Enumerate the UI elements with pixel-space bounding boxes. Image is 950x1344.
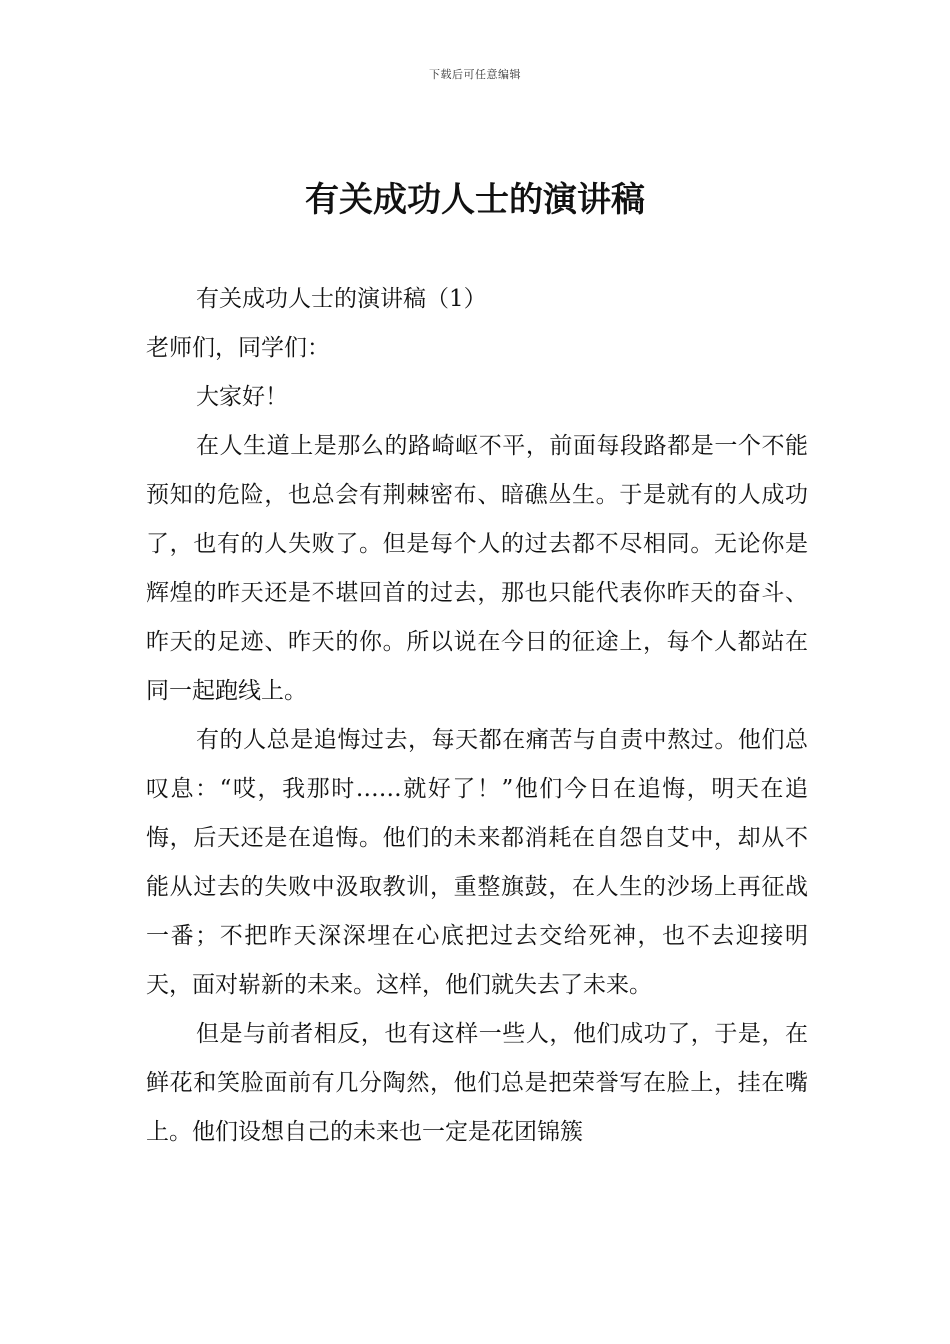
greeting: 大家好！ [196,384,288,410]
body-paragraph-1: 在人生道上是那么的路崎岖不平，前面每段路都是一个不能预知的危险，也总会有荆棘密布、暗礁丛生。于是就有的人成功了，也有的人失败了。但是每个人的过去都不尽相同。无论你是辉煌的昨天还是不堪回首的过去，那也只能代表你昨天的奋斗、昨天的足迹、昨天的你。所以说在今日的征途上，每个人都站在同一起跑线上。 [146,433,808,704]
body-paragraph-2: 有的人总是追悔过去，每天都在痛苦与自责中熬过。他们总叹息：“哎，我那时……就好了！”他们今日在追悔，明天在追悔，后天还是在追悔。他们的未来都消耗在自怨自艾中，却从不能从过去的失败中汲取教训，重整旗鼓，在人生的沙场上再征战一番；不把昨天深深埋在心底把过去交给死神，也不去迎接明天，面对崭新的未来。这样，他们就失去了未来。 [146,727,808,998]
document-body [146,275,808,1157]
body-paragraph-3: 但是与前者相反，也有这样一些人，他们成功了，于是，在鲜花和笑脸面前有几分陶然，他们总是把荣誉写在脸上，挂在嘴上。他们设想自己的未来也一定是花团锦簇 [146,1021,808,1145]
header-note: 下载后可任意编辑 [429,68,521,81]
salutation: 老师们，同学们： [146,335,330,361]
speech-subtitle: 有关成功人士的演讲稿（1） [196,286,487,312]
document-title: 有关成功人士的演讲稿 [305,180,645,220]
